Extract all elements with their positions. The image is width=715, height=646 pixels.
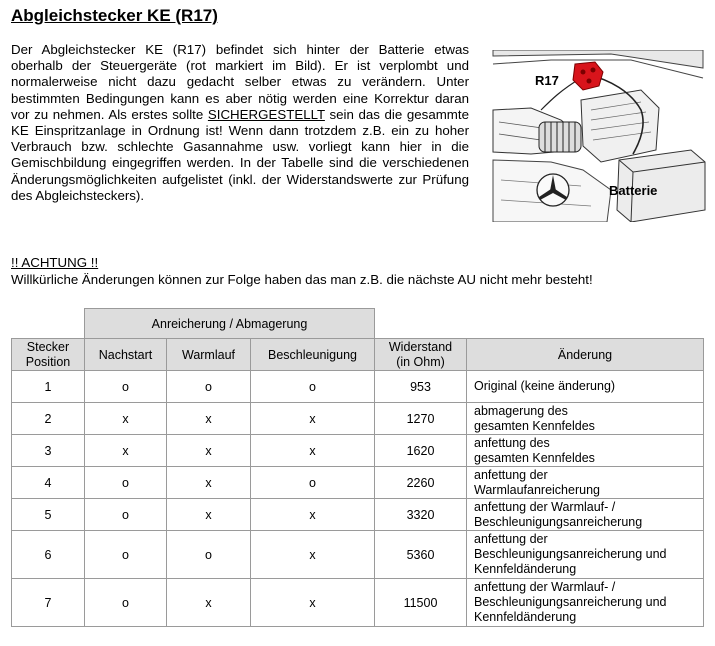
header-aenderung: Änderung [467,339,704,371]
page-title: Abgleichstecker KE (R17) [11,6,218,25]
cell-nachstart: o [85,371,167,403]
cell-aenderung: anfettung der Warmlaufanreicherung [467,467,704,499]
table-row [12,531,704,579]
cell-ohm: 1270 [375,403,467,435]
table-row [12,467,704,499]
header-beschleunigung: Beschleunigung [251,339,375,371]
cell-ohm: 5360 [375,531,467,579]
cell-nachstart: o [85,499,167,531]
table-row [12,579,704,627]
cell-nachstart: o [85,467,167,499]
cell-position: 3 [12,435,85,467]
header-widerstand: Widerstand (in Ohm) [375,339,467,371]
cell-position: 4 [12,467,85,499]
table-row [12,371,704,403]
cell-position: 2 [12,403,85,435]
cell-warmlauf: x [167,467,251,499]
cell-warmlauf: x [167,499,251,531]
header-warmlauf: Warmlauf [167,339,251,371]
cell-beschleunigung: x [251,435,375,467]
cell-aenderung: anfettung der Warmlauf- / Beschleunigungsanreicherung [467,499,704,531]
cell-nachstart: o [85,531,167,579]
cell-ohm: 953 [375,371,467,403]
engine-bay-figure [491,50,706,222]
warning-text: Willkürliche Änderungen können zur Folge haben das man z.B. die nächste AU nicht mehr besteht! [11,272,593,287]
cell-aenderung: Original (keine änderung) [467,371,704,403]
cell-warmlauf: x [167,403,251,435]
cell-beschleunigung: o [251,467,375,499]
cell-ohm: 11500 [375,579,467,627]
engine-bay-drawing [491,50,706,222]
cell-position: 7 [12,579,85,627]
cell-nachstart: o [85,579,167,627]
cell-nachstart: x [85,403,167,435]
cell-nachstart: x [85,435,167,467]
group-header: Anreicherung / Abmagerung [85,309,375,339]
r17-label: R17 [535,73,559,88]
cell-position: 1 [12,371,85,403]
table-row [12,435,704,467]
mercedes-star-icon [537,174,569,206]
table-row [12,403,704,435]
cell-warmlauf: x [167,579,251,627]
intro-text-2: sein das die gesammte KE Einspritzanlage in Ordnung ist! Wenn dann trotzdem z.B. ein zu hoher Verbrauch bzw. schlechte Gasannahme usw. vorliegt kann hier in die Gemischbildung eingegriffen werden. In der Tabelle sind die verschiedenen Änderungsmöglichkeiten aufgelistet (inkl. der Widerstandswerte zur Prüfung des Abgleichsteckers). [11,106,469,203]
cell-beschleunigung: x [251,499,375,531]
intro-text-1: Der Abgleichstecker KE (R17) befindet sich hinter der Batterie etwas oberhalb der Steuergeräte (rot markiert im Bild). Er ist verplombt und normalerweise nicht dazu gedacht selber etwas zu verändern. Unter bestimmten Bedingungen kann es aber nötig werden eine Korrektur daran vor zu nehmen. Als erstes sollte [11,42,469,122]
table-row [12,499,704,531]
header-position: Stecker Position [12,339,85,371]
cell-aenderung: anfettung der Beschleunigungsanreicherung und Kennfeldänderung [467,531,704,579]
cell-beschleunigung: o [251,371,375,403]
intro-paragraph [11,42,469,204]
cell-aenderung: anfettung des gesamten Kennfeldes [467,435,704,467]
cell-ohm: 3320 [375,499,467,531]
cell-beschleunigung: x [251,531,375,579]
cell-beschleunigung: x [251,403,375,435]
intro-emphasis: SICHERGESTELLT [207,106,325,122]
warning-heading: !! ACHTUNG !! [11,255,99,270]
cell-ohm: 2260 [375,467,467,499]
table-corner [12,309,85,339]
resistance-table [11,308,704,627]
header-nachstart: Nachstart [85,339,167,371]
cell-warmlauf: o [167,531,251,579]
cell-warmlauf: x [167,435,251,467]
cell-position: 5 [12,499,85,531]
cell-aenderung: abmagerung des gesamten Kennfeldes [467,403,704,435]
cell-warmlauf: o [167,371,251,403]
cell-ohm: 1620 [375,435,467,467]
battery-label: Batterie [609,183,658,198]
cell-beschleunigung: x [251,579,375,627]
cell-aenderung: anfettung der Warmlauf- / Beschleunigungsanreicherung und Kennfeldänderung [467,579,704,627]
cell-position: 6 [12,531,85,579]
